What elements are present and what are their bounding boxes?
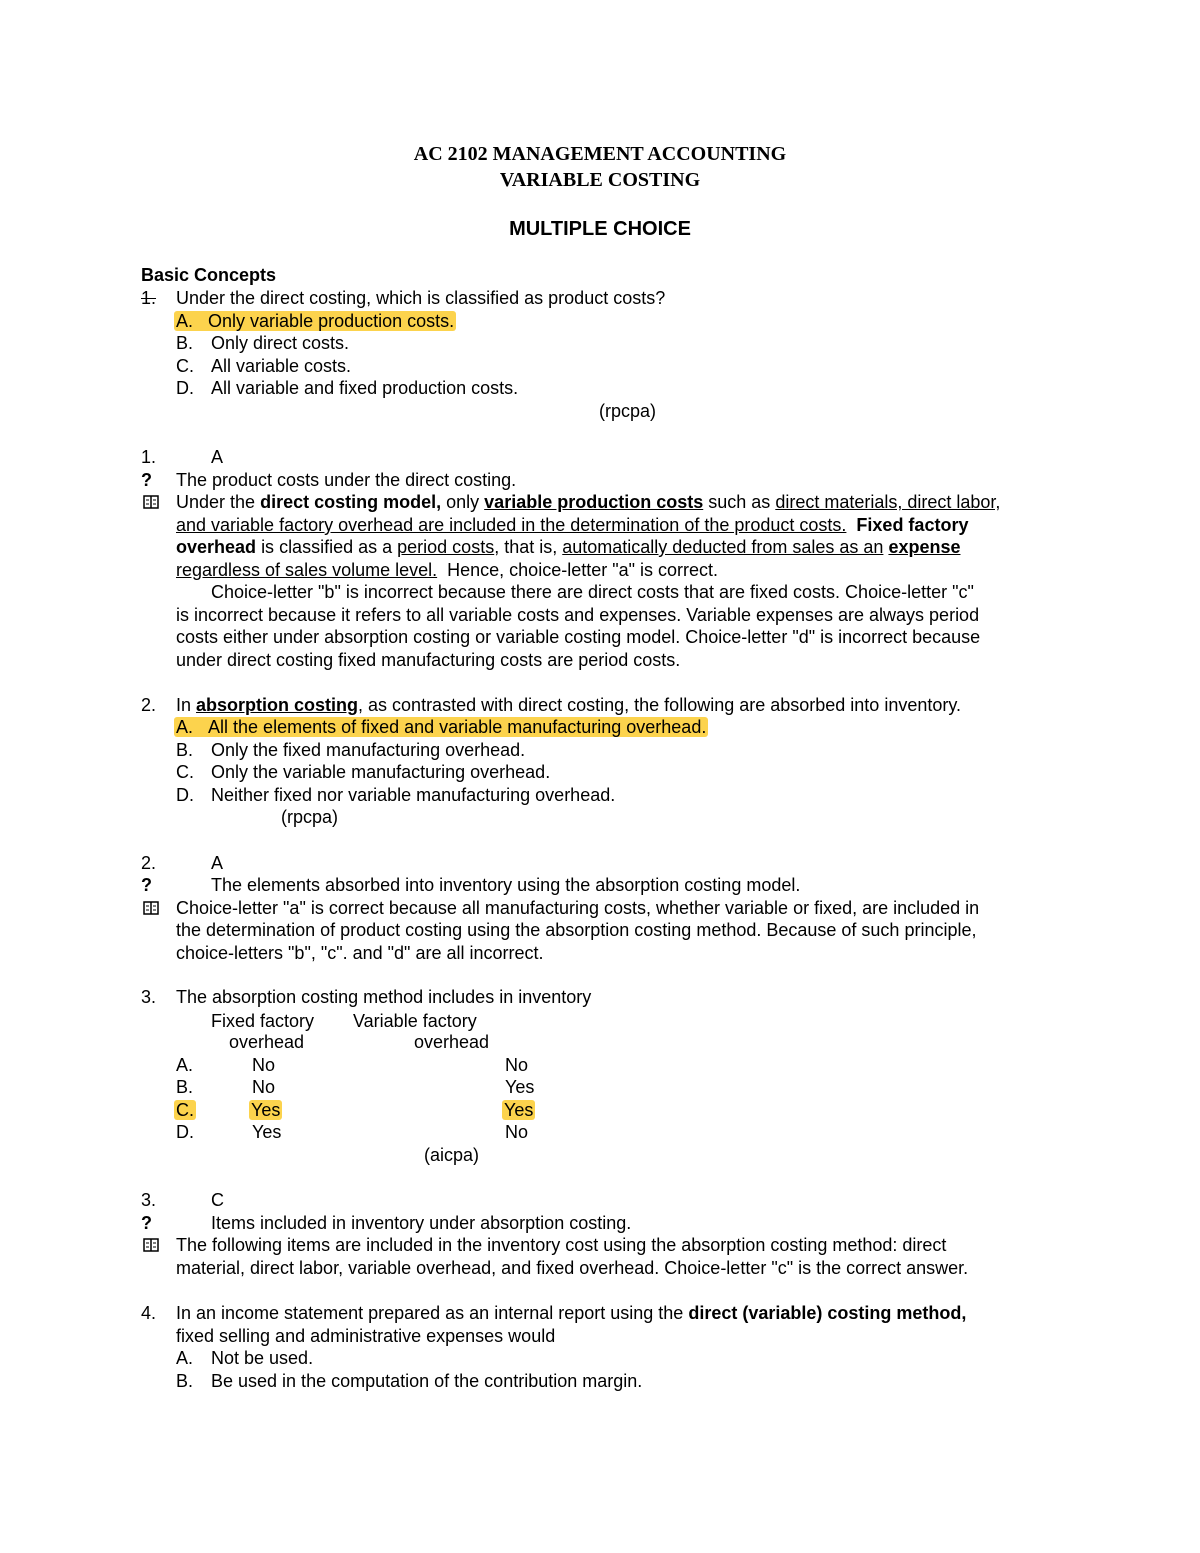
a3-question-mark: ? <box>141 1213 152 1233</box>
q4-option-a: Not be used. <box>211 1348 314 1368</box>
q2-option-b: Only the fixed manufacturing overhead. <box>211 740 526 760</box>
q4-text-line2: fixed selling and administrative expenses would <box>176 1326 556 1346</box>
q1-option-d-letter: D. <box>176 378 194 398</box>
q4-option-b-letter: B. <box>176 1371 194 1391</box>
open-book-icon <box>143 1238 159 1252</box>
q4-number: 4. <box>141 1303 157 1323</box>
q2-option-b-letter: B. <box>176 740 194 760</box>
a2-question-mark: ? <box>141 875 152 895</box>
a3-topic: Items included in inventory under absorption costing. <box>211 1213 632 1233</box>
q3-row-b-col2: Yes <box>505 1077 535 1097</box>
q3-row-b-col1: No <box>252 1077 276 1097</box>
a1-answer: A <box>211 447 224 467</box>
a1-explanation-line2: and variable factory overhead are included in the determination of the product costs. Fixed factory <box>176 515 969 535</box>
q3-row-a-col2: No <box>505 1055 529 1075</box>
q4-text-line1: In an income statement prepared as an internal report using the direct (variable) costing method, <box>176 1303 967 1323</box>
q3-number: 3. <box>141 987 157 1007</box>
q2-option-d: Neither fixed nor variable manufacturing overhead. <box>211 785 616 805</box>
a1-number: 1. <box>141 447 157 467</box>
q3-row-d-col1: Yes <box>252 1122 282 1142</box>
a1-explanation-line7: costs either under absorption costing or variable costing model. Choice-letter "d" is incorrect because <box>176 627 981 647</box>
q3-source: (aicpa) <box>424 1145 480 1165</box>
q3-col1-header-line1: Fixed factory <box>211 1011 315 1031</box>
q3-col2-header-line1: Variable factory <box>353 1011 477 1031</box>
q2-option-c-letter: C. <box>176 762 194 782</box>
q2-text: In absorption costing, as contrasted with direct costing, the following are absorbed into inventory. <box>176 695 962 715</box>
q1-option-d: All variable and fixed production costs. <box>211 378 519 398</box>
q2-source: (rpcpa) <box>281 807 339 827</box>
q3-text: The absorption costing method includes in inventory <box>176 987 592 1007</box>
q3-row-a-letter: A. <box>176 1055 194 1075</box>
q1-number: 1. <box>141 288 157 308</box>
q2-number: 2. <box>141 695 157 715</box>
a1-explanation-line4: regardless of sales volume level. Hence, choice-letter "a" is correct. <box>176 560 719 580</box>
a1-explanation-line8: under direct costing fixed manufacturing costs are period costs. <box>176 650 681 670</box>
a1-topic: The product costs under the direct costing. <box>176 470 517 490</box>
q3-row-c-col1: Yes <box>251 1100 281 1120</box>
q4-option-b: Be used in the computation of the contribution margin. <box>211 1371 643 1391</box>
q4-option-a-letter: A. <box>176 1348 194 1368</box>
a1-question-mark: ? <box>141 470 152 490</box>
a3-answer: C <box>211 1190 224 1210</box>
q3-row-c-letter: C. <box>176 1100 194 1120</box>
a3-number: 3. <box>141 1190 157 1210</box>
a1-explanation-line1: Under the direct costing model, only variable production costs such as direct materials, direct labor, <box>176 492 1001 512</box>
q1-source: (rpcpa) <box>599 401 657 421</box>
q3-row-c-col2: Yes <box>504 1100 534 1120</box>
a2-topic: The elements absorbed into inventory using the absorption costing model. <box>211 875 801 895</box>
q3-row-a-col1: No <box>252 1055 276 1075</box>
q3-col1-header-line2: overhead <box>229 1032 305 1052</box>
a1-explanation-line3: overhead is classified as a period costs, that is, automatically deducted from sales as an expense <box>176 537 961 557</box>
a2-explanation-line1: Choice-letter "a" is correct because all manufacturing costs, whether variable or fixed, are included in <box>176 898 980 918</box>
q3-col2-header-line2: overhead <box>414 1032 490 1052</box>
q3-row-d-col2: No <box>505 1122 529 1142</box>
course-title: AC 2102 MANAGEMENT ACCOUNTING <box>413 143 787 165</box>
q1-text: Under the direct costing, which is classified as product costs? <box>176 288 666 308</box>
q1-option-a: A. Only variable production costs. <box>176 311 455 331</box>
subsection-title: Basic Concepts <box>141 265 277 285</box>
q1-option-c-letter: C. <box>176 356 194 376</box>
section-title: MULTIPLE CHOICE <box>509 218 691 240</box>
q2-option-d-letter: D. <box>176 785 194 805</box>
open-book-icon <box>143 495 159 509</box>
q1-option-b: Only direct costs. <box>211 333 350 353</box>
a3-explanation-line2: material, direct labor, variable overhead, and fixed overhead. Choice-letter "c" is the correct answer. <box>176 1258 969 1278</box>
q1-option-b-letter: B. <box>176 333 194 353</box>
a2-answer: A <box>211 853 224 873</box>
q3-row-b-letter: B. <box>176 1077 194 1097</box>
a2-number: 2. <box>141 853 157 873</box>
open-book-icon <box>143 901 159 915</box>
a2-explanation-line3: choice-letters "b", "c". and "d" are all incorrect. <box>176 943 544 963</box>
a1-explanation-line6: is incorrect because it refers to all variable costs and expenses. Variable expenses are always period <box>176 605 980 625</box>
a2-explanation-line2: the determination of product costing using the absorption costing method. Because of such principle, <box>176 920 977 940</box>
topic-title: VARIABLE COSTING <box>499 169 701 191</box>
a3-explanation-line1: The following items are included in the inventory cost using the absorption costing method: direct <box>176 1235 947 1255</box>
q3-row-d-letter: D. <box>176 1122 194 1142</box>
q2-option-c: Only the variable manufacturing overhead. <box>211 762 551 782</box>
q2-option-a: A. All the elements of fixed and variable manufacturing overhead. <box>176 717 707 737</box>
a1-explanation-line5: Choice-letter "b" is incorrect because there are direct costs that are fixed costs. Choice-letter "c" <box>211 582 974 602</box>
q1-option-c: All variable costs. <box>211 356 352 376</box>
